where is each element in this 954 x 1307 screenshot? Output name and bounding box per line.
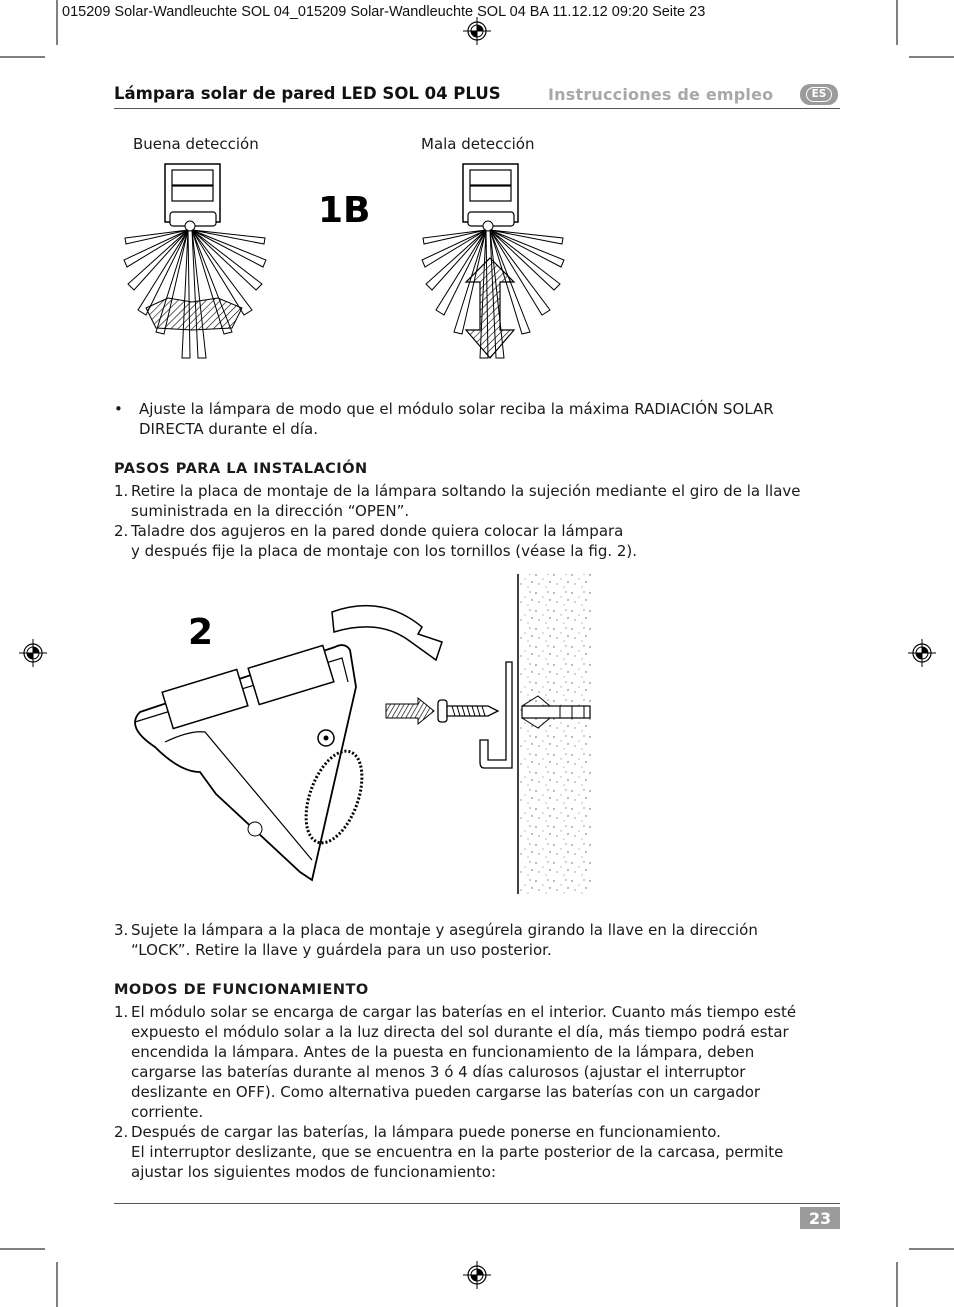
language-badge [800, 84, 838, 105]
modes-step-2-line-3: ajustar los siguientes modos de funcionamiento: [131, 1163, 497, 1181]
install-step-3-number: 3. [114, 921, 129, 939]
modes-step-2-line-2: El interruptor deslizante, que se encuentra en la parte posterior de la carcasa, permite [131, 1143, 784, 1161]
install-heading: PASOS PARA LA INSTALACIÓN [114, 461, 368, 477]
language-code: ES [806, 87, 833, 102]
install-step-3 [114, 920, 844, 960]
page-number: 23 [800, 1207, 840, 1229]
modes-step-1-line-2: expuesto el módulo solar a la luz directa del sol durante el día, más tiempo podrá estar [131, 1023, 789, 1041]
modes-step-1-line-1: El módulo solar se encarga de cargar las baterías en el interior. Cuanto más tiempo esté [131, 1003, 797, 1021]
bullet-text-line-2: DIRECTA durante el día. [139, 420, 318, 438]
figure-1b-label: 1B [318, 190, 371, 231]
modes-step-1-line-5: deslizante en OFF). Como alternativa pueden cargarse las baterías con un cargador [131, 1083, 761, 1101]
figure-2-label: 2 [188, 612, 214, 653]
install-step-2-line-1: Taladre dos agujeros en la pared donde quiera colocar la lámpara [131, 522, 624, 540]
install-step-2-line-2: y después fije la placa de montaje con los tornillos (véase la fig. 2). [131, 542, 638, 560]
bullet-text-line-1: Ajuste la lámpara de modo que el módulo solar reciba la máxima RADIACIÓN SOLAR [139, 400, 774, 418]
install-step-1-line-2: suministrada en la dirección “OPEN”. [131, 502, 410, 520]
bullet-marker: • [114, 400, 123, 418]
install-step-1 [114, 481, 844, 521]
modes-step-2-number: 2. [114, 1123, 129, 1141]
bad-detection-caption: Mala detección [421, 135, 535, 153]
modes-step-1-line-4: cargarse las baterías durante al menos 3 ó 4 días calurosos (ajustar el interruptor [131, 1063, 746, 1081]
bad-detection-illustration [418, 160, 568, 360]
modes-step-1-line-6: corriente. [131, 1103, 204, 1121]
install-step-2 [114, 521, 844, 561]
page-header-subtitle: Instrucciones de empleo [548, 85, 774, 104]
print-slug: 015209 Solar-Wandleuchte SOL 04_015209 Solar-Wandleuchte SOL 04 BA 11.12.12 09:20 Seite 23 [62, 4, 706, 20]
header-divider [114, 108, 840, 109]
footer-divider [114, 1203, 840, 1204]
good-detection-illustration [120, 160, 270, 360]
modes-step-1 [114, 1002, 844, 1122]
page-header-title: Lámpara solar de pared LED SOL 04 PLUS [114, 84, 501, 103]
install-step-3-line-2: “LOCK”. Retire la llave y guárdela para un uso posterior. [131, 941, 552, 959]
modes-step-2 [114, 1122, 844, 1182]
install-step-2-number: 2. [114, 522, 129, 540]
modes-step-1-line-3: encendida la lámpara. Antes de la puesta en funcionamiento de la lámpara, deben [131, 1043, 755, 1061]
install-step-3-line-1: Sujete la lámpara a la placa de montaje y asegúrela girando la llave en la dirección [131, 921, 758, 939]
modes-step-1-number: 1. [114, 1003, 129, 1021]
mounting-illustration [120, 572, 600, 897]
install-step-1-number: 1. [114, 482, 129, 500]
good-detection-caption: Buena detección [133, 135, 259, 153]
install-step-1-line-1: Retire la placa de montaje de la lámpara soltando la sujeción mediante el giro de la llave [131, 482, 801, 500]
modes-heading: MODOS DE FUNCIONAMIENTO [114, 982, 369, 998]
modes-step-2-line-1: Después de cargar las baterías, la lámpara puede ponerse en funcionamiento. [131, 1123, 721, 1141]
